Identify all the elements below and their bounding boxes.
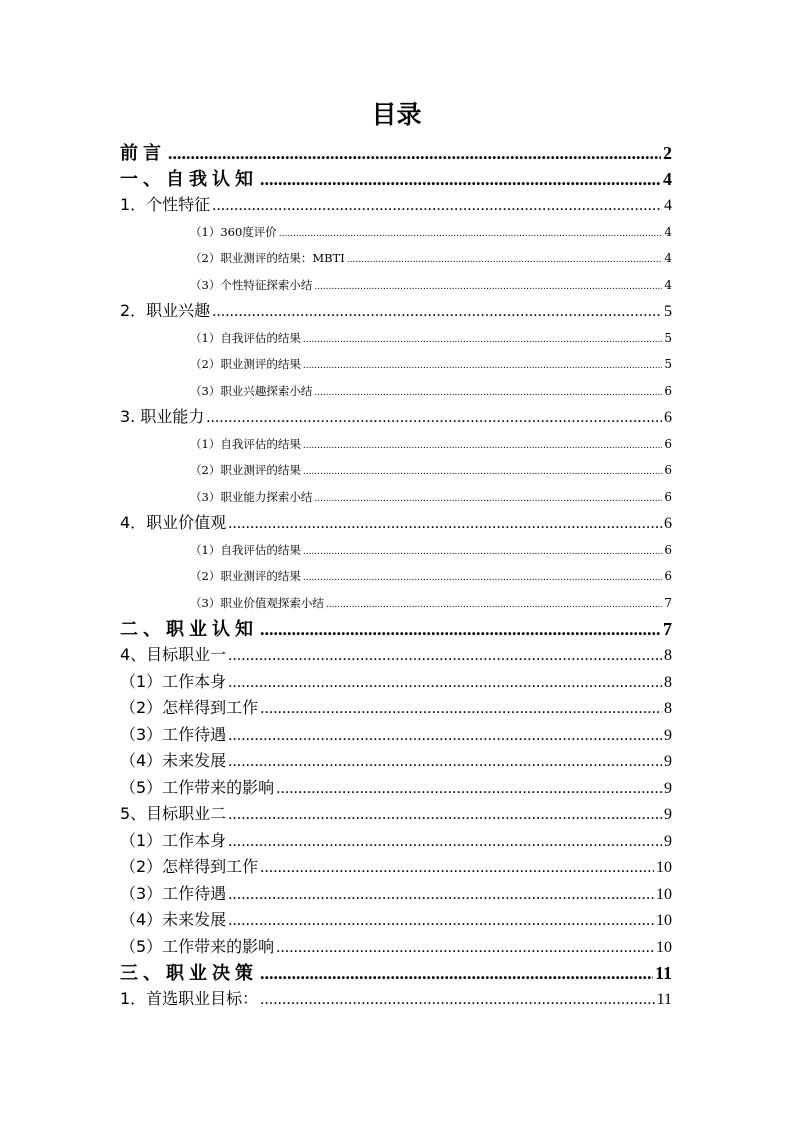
dot-leader — [228, 802, 662, 828]
dot-leader — [228, 882, 654, 908]
toc-entry[interactable] — [120, 854, 672, 881]
toc-entry-page-number: 5 — [664, 357, 672, 371]
dot-leader — [260, 855, 654, 881]
dot-leader — [314, 274, 662, 299]
dot-leader — [260, 987, 654, 1013]
dot-leader — [260, 960, 653, 986]
toc-entry[interactable] — [120, 828, 672, 855]
toc-entry[interactable] — [120, 616, 672, 642]
toc-entry-title: （1）自我评估的结果 — [190, 436, 301, 451]
toc-entry-page-number: 6 — [664, 436, 672, 451]
toc-entry[interactable] — [120, 245, 672, 272]
toc-entry-page-number: 9 — [664, 832, 672, 850]
dot-leader — [279, 221, 663, 246]
dot-leader — [168, 140, 661, 166]
toc-entry-page-number: 11 — [656, 991, 672, 1008]
toc-entry-title: （2）职业测评的结果 — [190, 569, 301, 583]
toc-entry-page-number: 8 — [664, 700, 672, 717]
toc-entry-title: （5）工作带来的影响 — [120, 777, 275, 797]
toc-entry-page-number: 9 — [664, 753, 672, 770]
dot-leader — [303, 565, 663, 590]
toc-entry-page-number: 10 — [656, 859, 672, 876]
dot-leader — [303, 327, 663, 352]
toc-entry[interactable] — [120, 140, 672, 166]
toc-entry-page-number: 6 — [664, 515, 672, 532]
toc-entry-page-number: 10 — [656, 912, 672, 929]
toc-entry[interactable] — [120, 537, 672, 564]
toc-entry-page-number: 6 — [664, 463, 672, 477]
toc-entry-title: （2）职业测评的结果：MBTI — [190, 251, 345, 265]
toc-entry-title: （5）工作带来的影响 — [120, 936, 275, 956]
toc-entry-title: 3. 职业能力 — [120, 407, 205, 426]
dot-leader — [228, 749, 662, 775]
toc-entry-title: （3）职业兴趣探索小结 — [190, 383, 313, 398]
dot-leader — [347, 247, 663, 272]
toc-entry-page-number: 7 — [663, 619, 672, 639]
page-title: 目录 — [371, 100, 422, 129]
toc-entry[interactable] — [120, 351, 672, 378]
toc-entry[interactable] — [120, 298, 672, 325]
toc-entry-title: （1）自我评估的结果 — [190, 542, 301, 557]
toc-entry-page-number: 5 — [664, 330, 672, 345]
toc-entry-title: （1）工作本身 — [120, 671, 227, 691]
toc-entry[interactable] — [120, 378, 672, 405]
toc-entry[interactable] — [120, 192, 672, 219]
dot-leader — [228, 908, 654, 934]
toc-entry-title: 1．个性特征 — [120, 195, 211, 214]
toc-entry[interactable] — [120, 722, 672, 749]
toc-entry-page-number: 9 — [664, 806, 672, 823]
toc-entry-page-number: 2 — [663, 143, 672, 163]
toc-entry[interactable] — [120, 325, 672, 352]
dot-leader — [212, 193, 662, 219]
toc-entry[interactable] — [120, 960, 672, 986]
toc-entry-title: （2）职业测评的结果 — [190, 357, 301, 371]
toc-entry[interactable] — [120, 510, 672, 537]
dot-leader — [303, 353, 663, 378]
toc-entry-page-number: 5 — [664, 303, 672, 320]
toc-entry-page-number: 4 — [664, 251, 672, 265]
toc-entry-page-number: 6 — [664, 383, 672, 398]
toc-entry-page-number: 6 — [664, 489, 672, 504]
dot-leader — [260, 696, 662, 722]
toc-entry-title: 5、目标职业二 — [120, 804, 227, 823]
toc-entry-page-number: 4 — [664, 197, 672, 214]
toc-entry-title: （1）360度评价 — [190, 224, 277, 239]
toc-entry-page-number: 6 — [664, 569, 672, 583]
toc-entry[interactable] — [120, 934, 672, 961]
toc-entry-title: （3）工作待遇 — [120, 883, 227, 903]
toc-entry[interactable] — [120, 484, 672, 511]
toc-entry-title: 4．职业价值观 — [120, 513, 227, 532]
dot-leader — [260, 616, 661, 642]
dot-leader — [228, 723, 662, 749]
toc-entry[interactable] — [120, 272, 672, 299]
dot-leader — [228, 643, 662, 669]
dot-leader — [303, 433, 663, 458]
dot-leader — [314, 380, 662, 405]
toc-entry-title: （3）职业能力探索小结 — [190, 489, 313, 504]
dot-leader — [276, 776, 662, 802]
toc-entry-title: 三、职业决策 — [120, 963, 258, 984]
dot-leader — [212, 299, 662, 325]
dot-leader — [276, 935, 654, 961]
dot-leader — [303, 459, 663, 484]
toc-entry[interactable] — [120, 457, 672, 484]
toc-entry-title: 一、自我认知 — [120, 169, 258, 190]
toc-entry-title: （1）工作本身 — [120, 830, 227, 850]
toc-entry-title: （1）自我评估的结果 — [190, 330, 301, 345]
toc-entry-title: （3）工作待遇 — [120, 724, 227, 744]
toc-entry-title: （3）职业价值观探索小结 — [190, 595, 324, 610]
dot-leader — [314, 486, 662, 511]
toc-entry[interactable] — [120, 695, 672, 722]
toc-entry-title: （2）怎样得到工作 — [120, 698, 259, 717]
toc-entry-title: （4）未来发展 — [120, 751, 227, 770]
toc-entry-page-number: 9 — [664, 779, 672, 797]
dot-leader — [228, 670, 662, 696]
toc-entry-title: 1．首选职业目标： — [120, 989, 259, 1008]
dot-leader — [260, 166, 661, 192]
toc-entry-title: 前言 — [120, 143, 166, 164]
toc-entry-title: （2）怎样得到工作 — [120, 857, 259, 876]
toc-entry[interactable] — [120, 748, 672, 775]
toc-entry-page-number: 10 — [656, 885, 672, 903]
toc-entry-title: （3）个性特征探索小结 — [190, 277, 313, 292]
toc-entry[interactable] — [120, 590, 672, 617]
dot-leader — [206, 405, 662, 431]
toc-entry-page-number: 7 — [664, 595, 672, 610]
toc-entry-page-number: 11 — [654, 963, 672, 983]
toc-entry[interactable] — [120, 642, 672, 669]
toc-entry[interactable] — [120, 431, 672, 458]
toc-entry-page-number: 8 — [664, 673, 672, 691]
toc-entry-title: （2）职业测评的结果 — [190, 463, 301, 477]
toc-entry-page-number: 4 — [664, 224, 672, 239]
dot-leader — [303, 539, 663, 564]
toc-entry[interactable] — [120, 404, 672, 431]
toc-entry-title: 2．职业兴趣 — [120, 301, 211, 320]
dot-leader — [228, 829, 662, 855]
toc-entry[interactable] — [120, 986, 672, 1013]
toc-entry-title: （4）未来发展 — [120, 910, 227, 929]
toc-entry-page-number: 6 — [664, 409, 672, 426]
toc-entry-title: 4、目标职业一 — [120, 645, 227, 664]
toc-entry-page-number: 4 — [663, 169, 672, 189]
toc-entry-page-number: 9 — [664, 726, 672, 744]
toc-entry[interactable] — [120, 907, 672, 934]
toc-entry[interactable] — [120, 166, 672, 192]
toc-entry[interactable] — [120, 219, 672, 246]
toc-entry[interactable] — [120, 881, 672, 908]
toc-entry-title: 二、职业认知 — [120, 619, 258, 640]
toc-entry-page-number: 8 — [664, 647, 672, 664]
toc-entry[interactable] — [120, 669, 672, 696]
toc-entry-page-number: 6 — [664, 542, 672, 557]
table-of-contents — [120, 140, 672, 1013]
toc-entry-page-number: 4 — [664, 277, 672, 292]
toc-entry[interactable] — [120, 801, 672, 828]
toc-entry-page-number: 10 — [656, 938, 672, 956]
dot-leader — [228, 511, 662, 537]
dot-leader — [326, 592, 663, 617]
toc-entry[interactable] — [120, 775, 672, 802]
toc-entry[interactable] — [120, 563, 672, 590]
